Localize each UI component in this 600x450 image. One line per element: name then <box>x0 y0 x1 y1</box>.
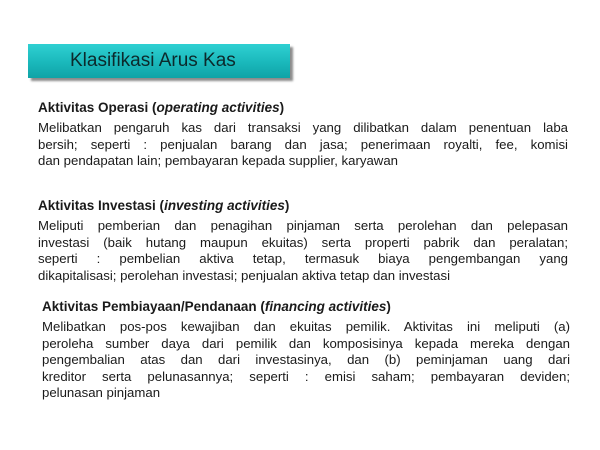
section-financing <box>42 298 570 402</box>
heading-text: Aktivitas Pembiayaan/Pendanaan ( <box>42 299 265 314</box>
section-body <box>42 319 570 402</box>
slide-title-banner <box>28 44 290 78</box>
body-line: Meliputi pemberian dan penagihan pinjaman serta perolehan dan pelepasan <box>38 218 568 233</box>
body-line: pengembalian atas dan dari investasinya, dan (b) peminjaman uang dari <box>42 352 570 367</box>
section-operating <box>38 99 568 170</box>
body-line: kreditor serta pelunasannya; seperti : emisi saham; pembayaran deviden; <box>42 368 570 384</box>
body-line: peroleha sumber daya dari pemilik dan komposisinya kepada mereka dengan <box>42 335 570 351</box>
heading-italic-text: financing activities <box>264 299 387 314</box>
section-heading <box>38 197 568 214</box>
body-line: dan pendapatan lain; pembayaran kepada supplier, karyawan <box>38 153 398 168</box>
body-line: Melibatkan pos-pos kewajiban dan ekuitas pemilik. Aktivitas ini meliputi (a) <box>42 319 570 334</box>
heading-close-paren: ) <box>279 100 285 115</box>
heading-close-paren: ) <box>284 198 290 213</box>
body-line: seperti : pembelian aktiva tetap, termasuk biaya pengembangan yang <box>38 251 568 266</box>
section-heading <box>42 298 570 315</box>
section-body <box>38 120 568 170</box>
body-line: investasi (baik hutang maupun ekuitas) serta properti pabrik dan peralatan; <box>38 234 568 250</box>
section-investing <box>38 197 568 284</box>
heading-text: Aktivitas Operasi ( <box>38 100 157 115</box>
body-line: bersih; seperti : penjualan barang dan jasa; penerimaan royalti, fee, komisi <box>38 136 568 152</box>
section-heading <box>38 99 568 116</box>
section-body <box>38 218 568 284</box>
body-line: Melibatkan pengaruh kas dari transaksi yang dilibatkan dalam penentuan laba <box>38 120 568 135</box>
body-line: dikapitalisasi; perolehan investasi; penjualan aktiva tetap dan investasi <box>38 267 450 283</box>
heading-italic-text: investing activities <box>164 198 285 213</box>
heading-italic-text: operating activities <box>156 100 280 115</box>
heading-text: Aktivitas Investasi ( <box>38 198 165 213</box>
heading-close-paren: ) <box>386 299 391 314</box>
slide-title: Klasifikasi Arus Kas <box>70 50 236 71</box>
body-line: pelunasan pinjaman <box>42 385 161 400</box>
